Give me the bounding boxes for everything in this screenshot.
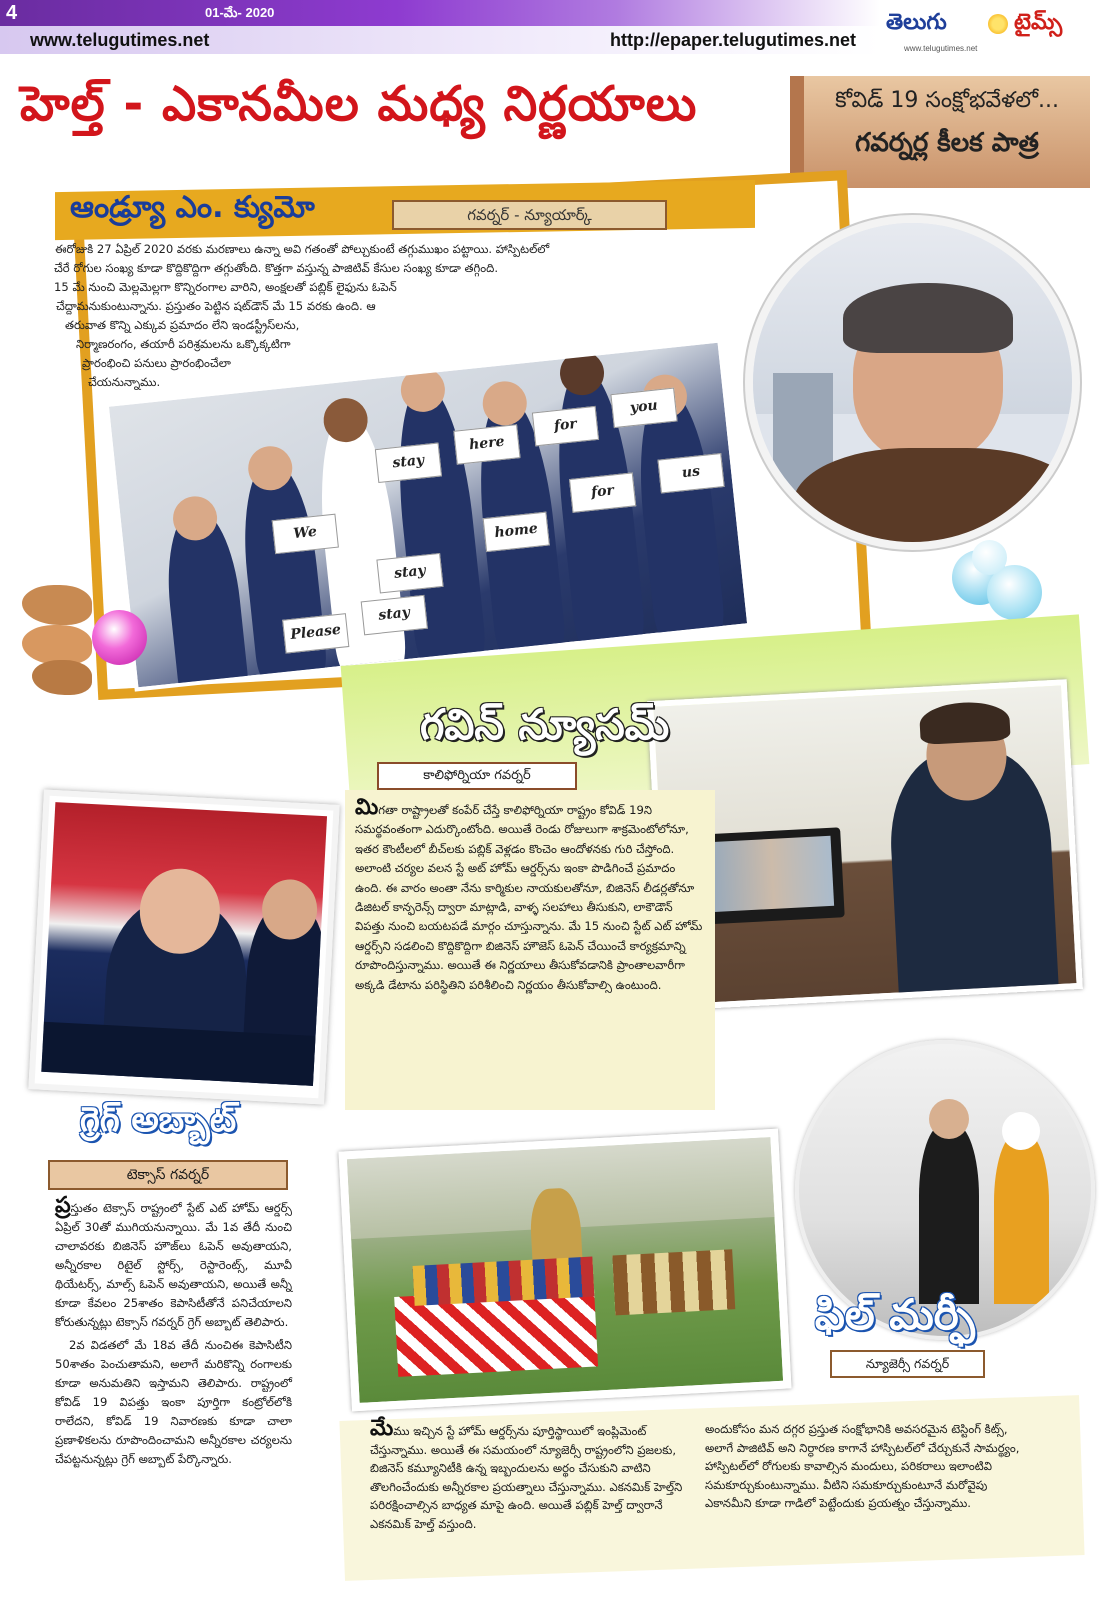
logo xyxy=(884,8,1108,56)
abbott-paragraph xyxy=(55,1193,292,1332)
logo-url: www.telugutimes.net xyxy=(904,44,978,53)
cuomo-title-tag: గవర్నర్ - న్యూయార్క్ xyxy=(392,200,667,230)
article-line: ప్రారంభించి పనులు ప్రారంభించేలా xyxy=(82,356,231,370)
issue-date: 01-మే- 2020 xyxy=(205,5,275,20)
article-line: చేరే రోగుల సంఖ్య కూడా కొద్దికొద్దిగా తగ్గుతోంది. కొత్తగా వస్తున్న పాజిటివ్ కేసుల సంఖ్య కూడా తగ్గింది. xyxy=(54,261,499,275)
sign-card: here xyxy=(453,424,520,465)
newsom-article xyxy=(345,790,715,1110)
sign-card: for xyxy=(569,472,636,513)
murphy-title-tag: న్యూజెర్సీ గవర్నర్ xyxy=(830,1350,985,1378)
feature-box-line1: కోవిడ్ 19 సంక్షోభవేళలో... xyxy=(835,88,1059,113)
article-line: నిర్మాణరంగం, తయారీ పరిశ్రమలను ఒక్కొక్కటిగా xyxy=(76,337,291,351)
abbott-article xyxy=(55,1193,292,1473)
article-line: ఈరోజుకి 27 ఏప్రిల్ 2020 వరకు మరణాలు ఉన్నా అవి గతంతో పోల్చుకుంటే తగ్గుముఖం పట్టాయి. హాస్పిటల్‌లో xyxy=(55,242,550,256)
murphy-article-col2: అందుకోసం మన దగ్గర ప్రస్తుత సంక్షోభానికి అవసరమైన టెస్టింగ్ కిట్స్, అలాగే పాజిటివ్ అని నిర్ధారణ కాగానే హాస్పిటల్‌లో చేర్చుకునే సామర్థ్యం, హాస్పిటల్‌లో రోగులకు కావాల్సిన మందులు, పరికరాలు ఇలాంటివి సమకూర్చుకుంటున్నాము. వీటిని సమకూర్చుకుంటూనే మరోవైపు ఎకానమీని కూడా గాడిలో పెట్టేందుకు ప్రయత్నం చేస్తున్నాము. xyxy=(705,1422,1020,1510)
flower-icon xyxy=(22,575,152,700)
abbott-p1: స్తుతం టెక్సాస్ రాష్ట్రంలో స్టేట్ ఎట్ హోమ్ ఆర్డర్స్ ఏప్రిల్ 30తో ముగియనున్నాయి. మే 1వ తేదీ నుంచి చాలావరకు బిజినెస్ హౌజ్‌లు ఓపెన్ అవుతాయని, అన్నీరకాల రిటైల్ స్టోర్స్, రెస్టారెంట్స్, మూవీ థియేటర్స్, మాల్స్ ఓపెన్ అవుతాయని, అయితే అన్నీ కూడా కేవలం 25శాతం కెపాసిటీతోనే పనిచేయాలని కోరుతున్నట్లు టెక్సాస్ గవర్నర్ గ్రెగ్ అబ్బాట్ తెలిపారు. xyxy=(55,1201,292,1329)
murphy-name: ఫిల్ మర్ఫీ xyxy=(815,1290,975,1339)
logo-right-text: టైమ్స్ xyxy=(1014,10,1063,35)
sign-card: stay xyxy=(375,443,442,484)
epaper-link[interactable]: http://epaper.telugutimes.net xyxy=(610,30,857,50)
abbott-photo xyxy=(28,789,339,1104)
article-line: చేద్దామనుకుంటున్నాను. ప్రస్తుతం పెట్టిన షట్‌డౌన్ మే 15 వరకు ఉంది. ఆ xyxy=(56,299,376,313)
sun-icon xyxy=(988,14,1008,34)
abbott-title-tag: టెక్సాస్ గవర్నర్ xyxy=(48,1160,288,1190)
feature-box-line2: గవర్నర్ల కీలక పాత్ర xyxy=(855,128,1039,158)
feature-box xyxy=(790,76,1090,188)
site-link[interactable]: www.telugutimes.net xyxy=(30,30,210,50)
cuomo-portrait xyxy=(745,215,1080,550)
sign-card: stay xyxy=(376,553,443,594)
article-line: చేయనున్నాము. xyxy=(88,375,161,389)
article-line: 15 మే నుంచి మెల్లమెల్లగా కొన్నిరంగాల వారిని, అంక్షలతో పబ్లిక్ లైఫును ఓపెన్ xyxy=(54,280,397,294)
sign-card: home xyxy=(483,512,550,553)
newsom-body: గతా రాష్ట్రాలతో కంపేర్ చేస్తే కాలిఫోర్నియా రాష్ట్రం కోవిడ్ 19ని సమర్థవంతంగా ఎదుర్కొంటోంది. అయితే రెండు రోజులుగా శాక్రమెంటోలోనూ, ఇతర కౌంటీలలో బీచ్‌లకు పబ్లిక్ వెళ్లడం కొంచెం ఆందోళనకు గురి చేస్తోంది. అలాంటి చర్యల వలన స్టే అట్ హోమ్ ఆర్డర్స్‌ను ఇంకా పొడిగించే ప్రమాదం ఉంది. ఈ వారం అంతా నేను కార్మికుల నాయకులతోనూ, బిజినెస్ లీడర్లతోనూ డిజిటల్ కాన్ఫరెన్స్ ద్వారా మాట్లాడి, వాళ్ళ సలహాలు తీసుకుని, లాకౌడౌన్ విపత్తు నుంచి బయటపడే మార్గం చూస్తున్నాను. మే 15 నుంచి స్టేట్ ఎట్ హోమ్ ఆర్డర్స్‌ని సడలించి కొద్దికొద్దిగా బిజినెస్ హౌజెస్ ఓపెన్ చేయించే కార్యక్రమాన్ని రూపొందిస్తున్నాము. అయితే ఈ నిర్ణయాలు తీసుకోవడానికి ప్రాంతాలవారీగా అక్కడి డేటాను పరిస్థితిని పరిశీలించి నిర్ణయం తీసుకోవాల్సి ఉంటుంది. xyxy=(355,803,703,992)
masthead-band xyxy=(0,0,880,26)
food-donation-photo xyxy=(338,1129,791,1412)
sign-card: Please xyxy=(282,613,349,654)
sign-card: for xyxy=(532,406,599,447)
sign-card: stay xyxy=(361,595,428,636)
newsom-title-tag: కాలిఫోర్నియా గవర్నర్ xyxy=(377,762,577,790)
abbott-name: గ్రెగ్ అబ్బాట్ xyxy=(80,1100,237,1140)
page-number: 4 xyxy=(6,2,18,24)
murphy-col1-body: ము ఇచ్చిన స్టే హోమ్ ఆర్డర్స్‌ను పూర్తిస్థాయిలో ఇంప్లిమెంట్ చేస్తున్నాము. అయితే ఈ సమయంలో న్యూజెర్సీ రాష్ట్రంలోని ప్రజలకు, బిజినెస్ కమ్యూనిటీకి ఉన్న ఇబ్బందులను అర్థం చేసుకుని వాటిని తొలగించేందుకు అన్నీరకాల ప్రయత్నాలు చేస్తున్నాము. ఎకనమిక్ హెల్త్‌ని పరిరక్షించాల్సిన బాధ్యత మాపై ఉంది. అయితే పబ్లిక్ హెల్త్ ద్వారానే ఎకనమిక్ హెల్త్ వస్తుంది. xyxy=(370,1424,683,1531)
drop-cap: మి xyxy=(355,795,379,820)
logo-left-text: తెలుగు xyxy=(886,10,947,35)
abbott-paragraph: 2వ విడతలో మే 18వ తేదీ నుంచిఈ కెపాసిటీని 50శాతం పెంచుతామని, అలాగే మరికొన్ని రంగాలకు కూడా అనుమతిని ఇస్తామని తెలిపారు. రాష్ట్రంలో కోవిడ్ 19 విపత్తు ఇంకా పూర్తిగా కంట్రోల్‌లోకి రాలేదని, కోవిడ్ 19 నివారణకు కూడా చాలా ప్రణాళికలను రూపొందించామని అన్నీరకాల చర్యలను చేపట్టనున్నట్లు గ్రెగ్ అబ్బాట్ పేర్కొన్నారు. xyxy=(55,1338,292,1466)
drop-cap: మే xyxy=(370,1416,394,1441)
article-line: తరువాత కొన్ని ఎక్కువ ప్రమాదం లేని ఇండస్ట్రీస్‌లను, xyxy=(65,318,300,332)
newsom-name: గవిన్ న్యూసమ్ xyxy=(420,700,670,749)
page-headline: హెల్త్ - ఎకానమీల మధ్య నిర్ణయాలు xyxy=(20,76,698,132)
murphy-article-col1 xyxy=(370,1416,690,1533)
sign-card: you xyxy=(610,388,677,429)
drop-cap: ప్ర xyxy=(55,1193,71,1218)
sign-card: We xyxy=(272,514,339,555)
cuomo-name: ఆండ్ర్యూ ఎం. క్యుమో xyxy=(70,190,315,225)
sign-card: us xyxy=(657,453,724,494)
